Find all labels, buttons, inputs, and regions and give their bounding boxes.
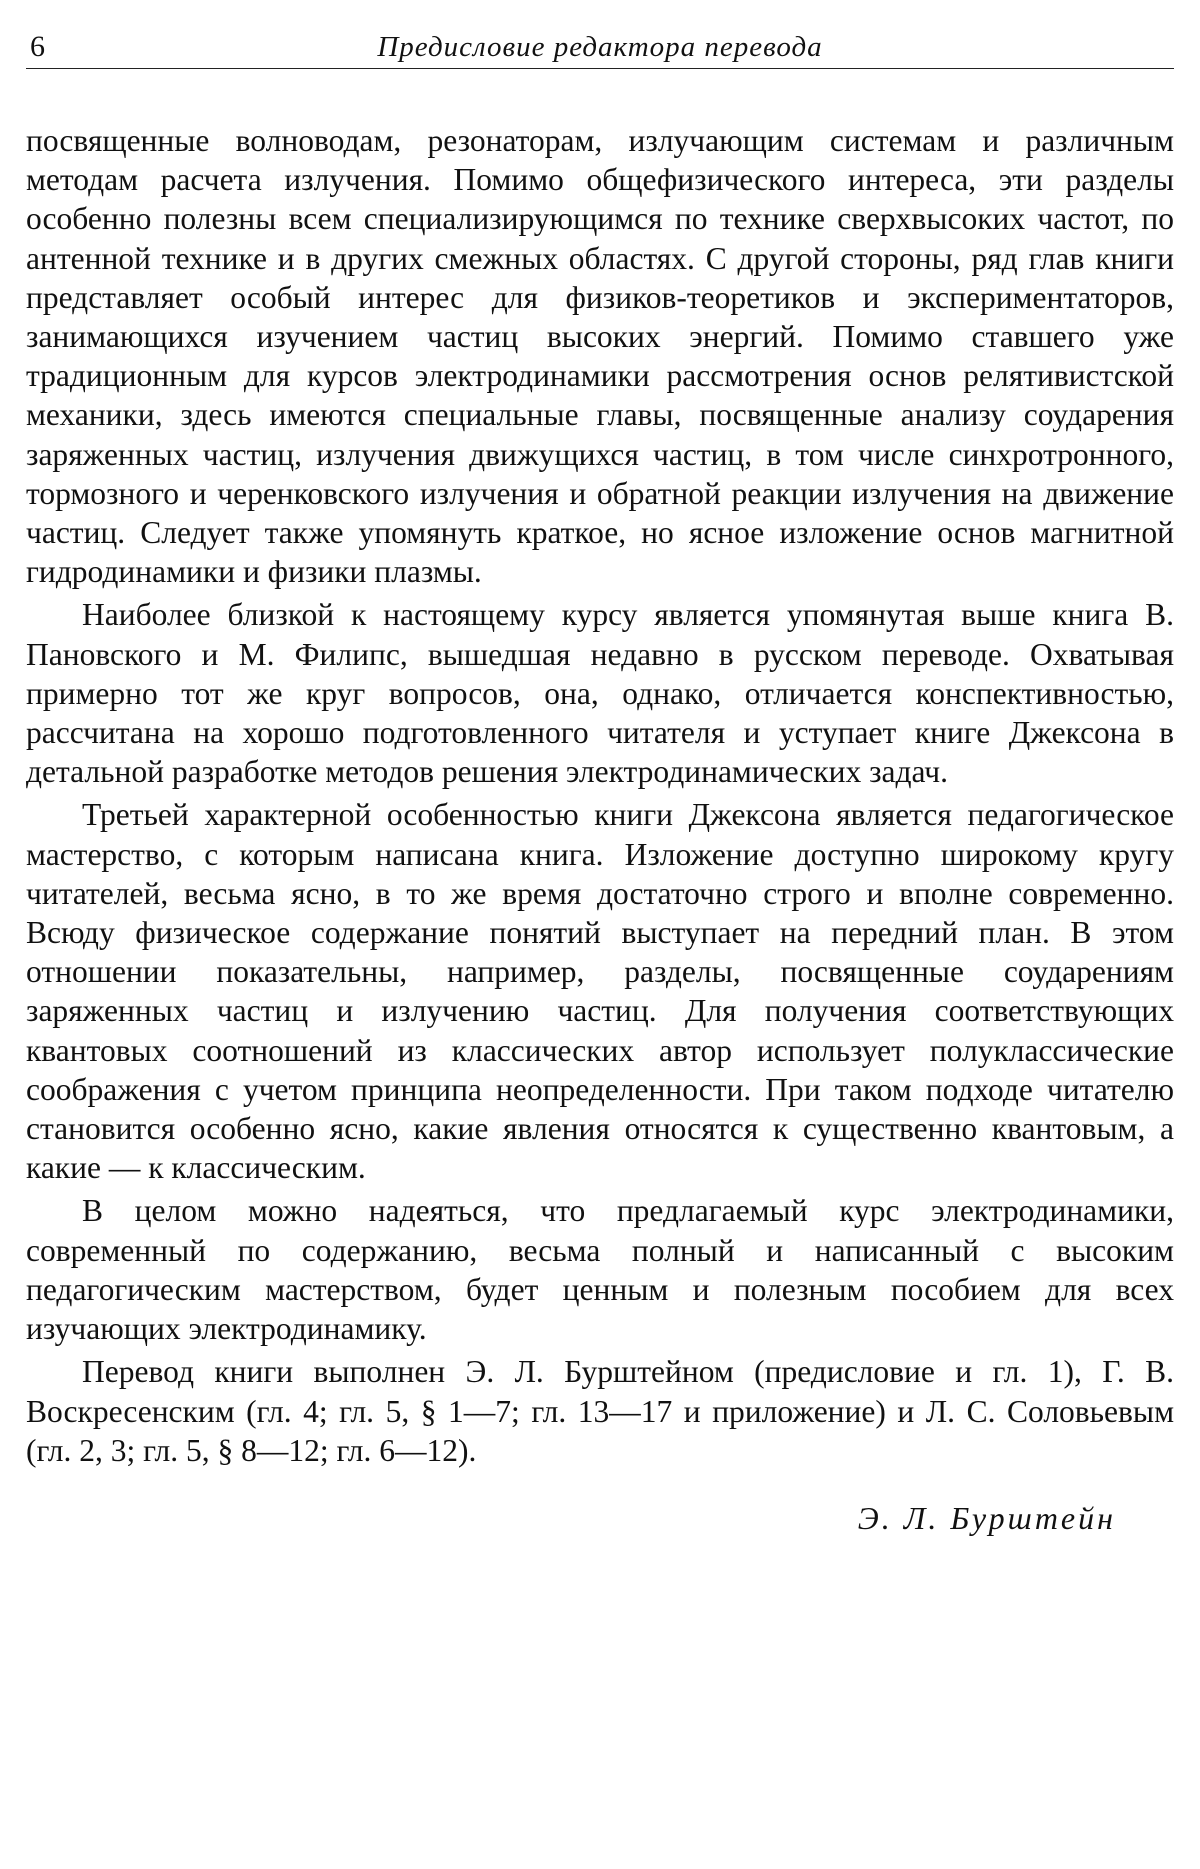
running-header bbox=[26, 22, 1174, 69]
paragraph-translators: Перевод книги выполнен Э. Л. Бурштейном (предисловие и гл. 1), Г. В. Воскресенским (гл. 4; гл. 5, § 1—7; гл. 13—17 и приложение) и Л. С. Соловьевым (гл. 2, 3; гл. 5, § 8—12; гл. 6—12). bbox=[26, 1354, 1174, 1468]
paragraph-pedagogy: Третьей характерной особенностью книги Джексона является педагогическое мастерство, с которым написана книга. Изложение доступно широкому кругу читателей, весьма ясно, в то же время достаточно строго и вполне современно. Всюду физическое содержание понятий выступает на передний план. В этом отношении показательны, например, разделы, посвященные соударениям заряженных частиц и излучению частиц. Для получения соответствующих квантовых соотношений из классических автор использует полуклассические соображения с учетом принципа неопределенности. При таком подходе читателю становится особенно ясно, какие явления относятся к существенно квантовым, а какие — к классическим. bbox=[26, 797, 1174, 1186]
paragraph-comparison: Наиболее близкой к настоящему курсу является упомянутая выше книга В. Пановского и М. Филипс, вышедшая недавно в русском переводе. Охватывая примерно тот же круг вопросов, она, однако, отличается конспективностью, рассчитана на хорошо подготовленного читателя и уступает книге Джексона в детальной разработке методов решения электродинамических задач. bbox=[26, 597, 1174, 790]
body-text bbox=[26, 121, 1174, 1470]
running-title: Предисловие редактора перевода bbox=[377, 31, 823, 63]
page-number: 6 bbox=[30, 30, 45, 63]
editor-signature: Э. Л. Бурштейн bbox=[857, 1499, 1116, 1536]
paragraph-continuation: посвященные волноводам, резонаторам, излучающим системам и различным методам расчета излучения. Помимо общефизического интереса, эти разделы особенно полезны всем специализирующимся по технике сверхвысоких частот, по антенной технике и в других смежных областях. С другой стороны, ряд глав книги представляет особый интерес для физиков-теоретиков и экспериментаторов, занимающихся изучением частиц высоких энергий. Помимо ставшего уже традиционным для курсов электродинамики рассмотрения основ релятивистской механики, здесь имеются специальные главы, посвященные анализу соударения заряженных частиц, излучения движущихся частиц, в том числе синхротронного, тормозного и черенковского излучения и обратной реакции излучения на движение частиц. Следует также упомянуть краткое, но ясное изложение основ магнитной гидродинамики и физики плазмы. bbox=[26, 123, 1174, 590]
document-page bbox=[26, 22, 1174, 1852]
paragraph-conclusion: В целом можно надеяться, что предлагаемый курс электродинамики, современный по содержанию, весьма полный и написанный с высоким педагогическим мастерством, будет ценным и полезным пособием для всех изучающих электродинамику. bbox=[26, 1193, 1174, 1347]
